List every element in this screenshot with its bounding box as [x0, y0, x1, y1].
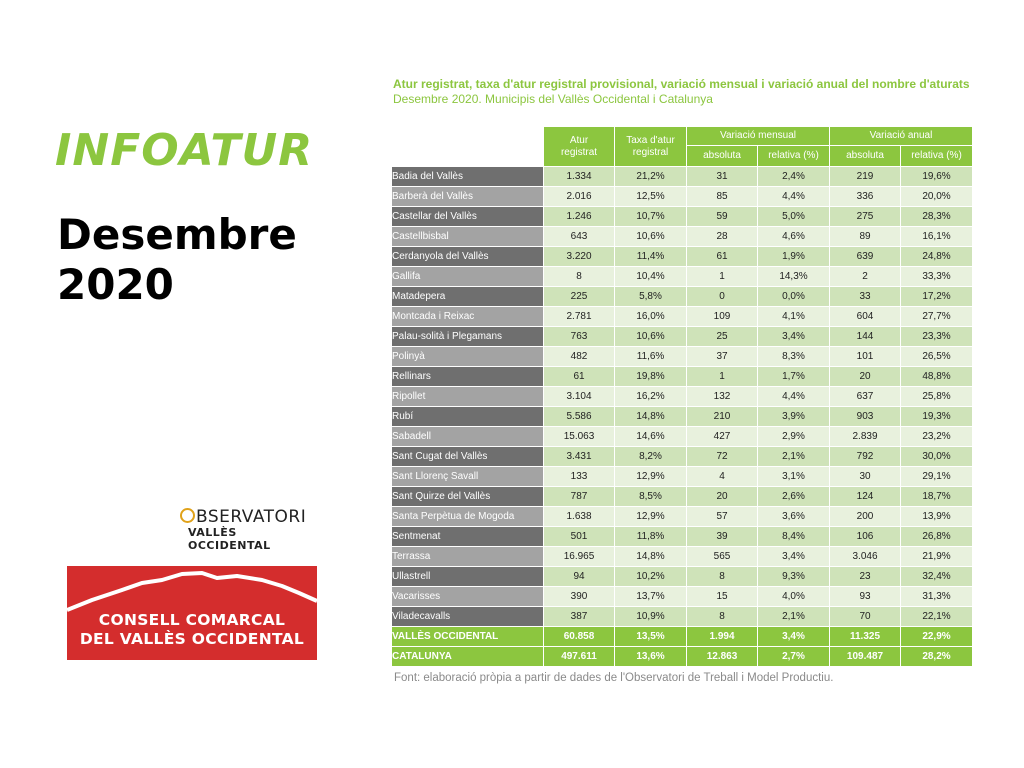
value-cell: 3,4% — [758, 627, 830, 647]
value-cell: 8 — [544, 267, 615, 287]
consell-line-2: DEL VALLÈS OCCIDENTAL — [79, 630, 305, 648]
value-cell: 26,5% — [901, 347, 973, 367]
value-cell: 14,3% — [758, 267, 830, 287]
value-cell: 427 — [687, 427, 758, 447]
value-cell: 30,0% — [901, 447, 973, 467]
value-cell: 390 — [544, 587, 615, 607]
value-cell: 37 — [687, 347, 758, 367]
value-cell: 9,3% — [758, 567, 830, 587]
value-cell: 31 — [687, 167, 758, 187]
value-cell: 2,1% — [758, 447, 830, 467]
header-anual-relativa: relativa (%) — [901, 146, 973, 167]
header-corner — [392, 127, 544, 167]
table-row — [392, 507, 973, 527]
value-cell: 16,0% — [615, 307, 687, 327]
value-cell: 1.994 — [687, 627, 758, 647]
table-body — [392, 167, 973, 667]
table-row — [392, 227, 973, 247]
municipality-cell: Castellbisbal — [392, 227, 544, 247]
value-cell: 1.334 — [544, 167, 615, 187]
municipality-cell: VALLÈS OCCIDENTAL — [392, 627, 544, 647]
value-cell: 8,5% — [615, 487, 687, 507]
value-cell: 1 — [687, 367, 758, 387]
value-cell: 28,2% — [901, 647, 973, 667]
value-cell: 0 — [687, 287, 758, 307]
value-cell: 0,0% — [758, 287, 830, 307]
table-title: Atur registrat, taxa d'atur registral provisional, variació mensual i variació anual del nombre d'aturats — [393, 77, 970, 91]
value-cell: 14,8% — [615, 547, 687, 567]
municipality-cell: Palau-solità i Plegamans — [392, 327, 544, 347]
value-cell: 33 — [830, 287, 901, 307]
value-cell: 604 — [830, 307, 901, 327]
value-cell: 482 — [544, 347, 615, 367]
value-cell: 124 — [830, 487, 901, 507]
value-cell: 19,3% — [901, 407, 973, 427]
value-cell: 497.611 — [544, 647, 615, 667]
value-cell: 57 — [687, 507, 758, 527]
municipality-cell: Vacarisses — [392, 587, 544, 607]
municipality-cell: Rubí — [392, 407, 544, 427]
value-cell: 2,1% — [758, 607, 830, 627]
value-cell: 28 — [687, 227, 758, 247]
period-year: 2020 — [57, 260, 174, 309]
value-cell: 20 — [830, 367, 901, 387]
value-cell: 3.104 — [544, 387, 615, 407]
municipality-cell: Santa Perpètua de Mogoda — [392, 507, 544, 527]
period-title — [57, 210, 297, 310]
total-row — [392, 627, 973, 647]
value-cell: 3,4% — [758, 327, 830, 347]
value-cell: 17,2% — [901, 287, 973, 307]
table-row — [392, 167, 973, 187]
value-cell: 4,6% — [758, 227, 830, 247]
value-cell: 387 — [544, 607, 615, 627]
value-cell: 2,7% — [758, 647, 830, 667]
value-cell: 27,7% — [901, 307, 973, 327]
table-row — [392, 307, 973, 327]
value-cell: 1.246 — [544, 207, 615, 227]
value-cell: 19,6% — [901, 167, 973, 187]
municipality-cell: Sabadell — [392, 427, 544, 447]
value-cell: 14,6% — [615, 427, 687, 447]
observatori-name: BSERVATORI — [196, 507, 307, 527]
value-cell: 5,0% — [758, 207, 830, 227]
value-cell: 23,3% — [901, 327, 973, 347]
value-cell: 10,2% — [615, 567, 687, 587]
table-row — [392, 347, 973, 367]
value-cell: 10,7% — [615, 207, 687, 227]
value-cell: 60.858 — [544, 627, 615, 647]
value-cell: 3,4% — [758, 547, 830, 567]
value-cell: 1 — [687, 267, 758, 287]
value-cell: 61 — [687, 247, 758, 267]
value-cell: 14,8% — [615, 407, 687, 427]
value-cell: 12,9% — [615, 467, 687, 487]
value-cell: 5,8% — [615, 287, 687, 307]
value-cell: 8 — [687, 607, 758, 627]
municipality-cell: Sant Quirze del Vallès — [392, 487, 544, 507]
value-cell: 11,4% — [615, 247, 687, 267]
value-cell: 109.487 — [830, 647, 901, 667]
value-cell: 643 — [544, 227, 615, 247]
value-cell: 10,6% — [615, 327, 687, 347]
value-cell: 89 — [830, 227, 901, 247]
value-cell: 23 — [830, 567, 901, 587]
municipality-cell: Sentmenat — [392, 527, 544, 547]
value-cell: 13,9% — [901, 507, 973, 527]
value-cell: 903 — [830, 407, 901, 427]
value-cell: 12.863 — [687, 647, 758, 667]
value-cell: 10,4% — [615, 267, 687, 287]
table-row — [392, 547, 973, 567]
consell-line-1: CONSELL COMARCAL — [98, 611, 286, 629]
value-cell: 8 — [687, 567, 758, 587]
municipality-cell: Viladecavalls — [392, 607, 544, 627]
municipality-cell: Sant Llorenç Savall — [392, 467, 544, 487]
value-cell: 20,0% — [901, 187, 973, 207]
value-cell: 4,0% — [758, 587, 830, 607]
value-cell: 11.325 — [830, 627, 901, 647]
value-cell: 16,1% — [901, 227, 973, 247]
value-cell: 763 — [544, 327, 615, 347]
value-cell: 29,1% — [901, 467, 973, 487]
value-cell: 4,4% — [758, 387, 830, 407]
consell-comarcal-logo — [67, 566, 317, 660]
municipality-cell: Castellar del Vallès — [392, 207, 544, 227]
value-cell: 20 — [687, 487, 758, 507]
period-month: Desembre — [57, 210, 297, 259]
value-cell: 132 — [687, 387, 758, 407]
table-row — [392, 247, 973, 267]
circle-o-logo-icon — [180, 508, 195, 523]
table-row — [392, 427, 973, 447]
municipality-cell: Cerdanyola del Vallès — [392, 247, 544, 267]
table-row — [392, 587, 973, 607]
value-cell: 101 — [830, 347, 901, 367]
table-caption — [393, 77, 993, 107]
header-anual-absoluta: absoluta — [830, 146, 901, 167]
value-cell: 1.638 — [544, 507, 615, 527]
municipality-cell: Terrassa — [392, 547, 544, 567]
header-atur: Atur registrat — [544, 127, 615, 167]
value-cell: 13,6% — [615, 647, 687, 667]
header-mensual-absoluta: absoluta — [687, 146, 758, 167]
table-row — [392, 447, 973, 467]
value-cell: 210 — [687, 407, 758, 427]
value-cell: 8,4% — [758, 527, 830, 547]
value-cell: 19,8% — [615, 367, 687, 387]
value-cell: 639 — [830, 247, 901, 267]
value-cell: 565 — [687, 547, 758, 567]
value-cell: 94 — [544, 567, 615, 587]
value-cell: 22,1% — [901, 607, 973, 627]
value-cell: 2,6% — [758, 487, 830, 507]
table-row — [392, 567, 973, 587]
value-cell: 24,8% — [901, 247, 973, 267]
table-row — [392, 367, 973, 387]
header-taxa: Taxa d'atur registral — [615, 127, 687, 167]
value-cell: 637 — [830, 387, 901, 407]
value-cell: 12,9% — [615, 507, 687, 527]
value-cell: 2.016 — [544, 187, 615, 207]
header-variacio-mensual: Variació mensual — [687, 127, 830, 146]
value-cell: 8,3% — [758, 347, 830, 367]
value-cell: 144 — [830, 327, 901, 347]
value-cell: 32,4% — [901, 567, 973, 587]
table-row — [392, 527, 973, 547]
value-cell: 3,6% — [758, 507, 830, 527]
observatori-subtitle: VALLÈS OCCIDENTAL — [188, 526, 271, 552]
table-row — [392, 487, 973, 507]
value-cell: 12,5% — [615, 187, 687, 207]
value-cell: 4,4% — [758, 187, 830, 207]
value-cell: 16.965 — [544, 547, 615, 567]
value-cell: 10,9% — [615, 607, 687, 627]
municipality-cell: Ullastrell — [392, 567, 544, 587]
value-cell: 106 — [830, 527, 901, 547]
value-cell: 2,9% — [758, 427, 830, 447]
value-cell: 8,2% — [615, 447, 687, 467]
value-cell: 4,1% — [758, 307, 830, 327]
value-cell: 109 — [687, 307, 758, 327]
value-cell: 13,5% — [615, 627, 687, 647]
source-note: Font: elaboració pròpia a partir de dades de l'Observatori de Treball i Model Productiu. — [394, 672, 834, 684]
value-cell: 336 — [830, 187, 901, 207]
table-row — [392, 207, 973, 227]
table-row — [392, 267, 973, 287]
value-cell: 1,7% — [758, 367, 830, 387]
unemployment-table — [392, 127, 973, 667]
table-subtitle: Desembre 2020. Municipis del Vallès Occidental i Catalunya — [393, 92, 713, 106]
municipality-cell: Ripollet — [392, 387, 544, 407]
value-cell: 59 — [687, 207, 758, 227]
value-cell: 225 — [544, 287, 615, 307]
infoatur-title: INFOATUR — [55, 125, 314, 176]
value-cell: 11,6% — [615, 347, 687, 367]
table-row — [392, 607, 973, 627]
value-cell: 93 — [830, 587, 901, 607]
value-cell: 85 — [687, 187, 758, 207]
value-cell: 61 — [544, 367, 615, 387]
value-cell: 501 — [544, 527, 615, 547]
value-cell: 787 — [544, 487, 615, 507]
value-cell: 2,4% — [758, 167, 830, 187]
value-cell: 28,3% — [901, 207, 973, 227]
value-cell: 2.839 — [830, 427, 901, 447]
municipality-cell: Polinyà — [392, 347, 544, 367]
value-cell: 219 — [830, 167, 901, 187]
value-cell: 4 — [687, 467, 758, 487]
value-cell: 48,8% — [901, 367, 973, 387]
value-cell: 13,7% — [615, 587, 687, 607]
municipality-cell: Barberà del Vallès — [392, 187, 544, 207]
value-cell: 31,3% — [901, 587, 973, 607]
municipality-cell: Matadepera — [392, 287, 544, 307]
header-mensual-relativa: relativa (%) — [758, 146, 830, 167]
table-row — [392, 187, 973, 207]
municipality-cell: CATALUNYA — [392, 647, 544, 667]
total-row — [392, 647, 973, 667]
value-cell: 23,2% — [901, 427, 973, 447]
value-cell: 72 — [687, 447, 758, 467]
observatori-logo — [180, 508, 320, 552]
value-cell: 30 — [830, 467, 901, 487]
value-cell: 11,8% — [615, 527, 687, 547]
value-cell: 15.063 — [544, 427, 615, 447]
value-cell: 10,6% — [615, 227, 687, 247]
value-cell: 26,8% — [901, 527, 973, 547]
table-row — [392, 327, 973, 347]
value-cell: 3.220 — [544, 247, 615, 267]
table-row — [392, 407, 973, 427]
municipality-cell: Montcada i Reixac — [392, 307, 544, 327]
value-cell: 21,2% — [615, 167, 687, 187]
value-cell: 25,8% — [901, 387, 973, 407]
municipality-cell: Badia del Vallès — [392, 167, 544, 187]
value-cell: 200 — [830, 507, 901, 527]
value-cell: 3.046 — [830, 547, 901, 567]
municipality-cell: Rellinars — [392, 367, 544, 387]
value-cell: 275 — [830, 207, 901, 227]
value-cell: 5.586 — [544, 407, 615, 427]
municipality-cell: Sant Cugat del Vallès — [392, 447, 544, 467]
value-cell: 15 — [687, 587, 758, 607]
table-row — [392, 467, 973, 487]
value-cell: 39 — [687, 527, 758, 547]
value-cell: 22,9% — [901, 627, 973, 647]
value-cell: 2 — [830, 267, 901, 287]
value-cell: 21,9% — [901, 547, 973, 567]
municipality-cell: Gallifa — [392, 267, 544, 287]
value-cell: 70 — [830, 607, 901, 627]
table-row — [392, 287, 973, 307]
value-cell: 792 — [830, 447, 901, 467]
value-cell: 3,9% — [758, 407, 830, 427]
value-cell: 3,1% — [758, 467, 830, 487]
value-cell: 2.781 — [544, 307, 615, 327]
value-cell: 3.431 — [544, 447, 615, 467]
value-cell: 1,9% — [758, 247, 830, 267]
table-row — [392, 387, 973, 407]
value-cell: 33,3% — [901, 267, 973, 287]
value-cell: 16,2% — [615, 387, 687, 407]
header-variacio-anual: Variació anual — [830, 127, 973, 146]
value-cell: 133 — [544, 467, 615, 487]
value-cell: 25 — [687, 327, 758, 347]
value-cell: 18,7% — [901, 487, 973, 507]
